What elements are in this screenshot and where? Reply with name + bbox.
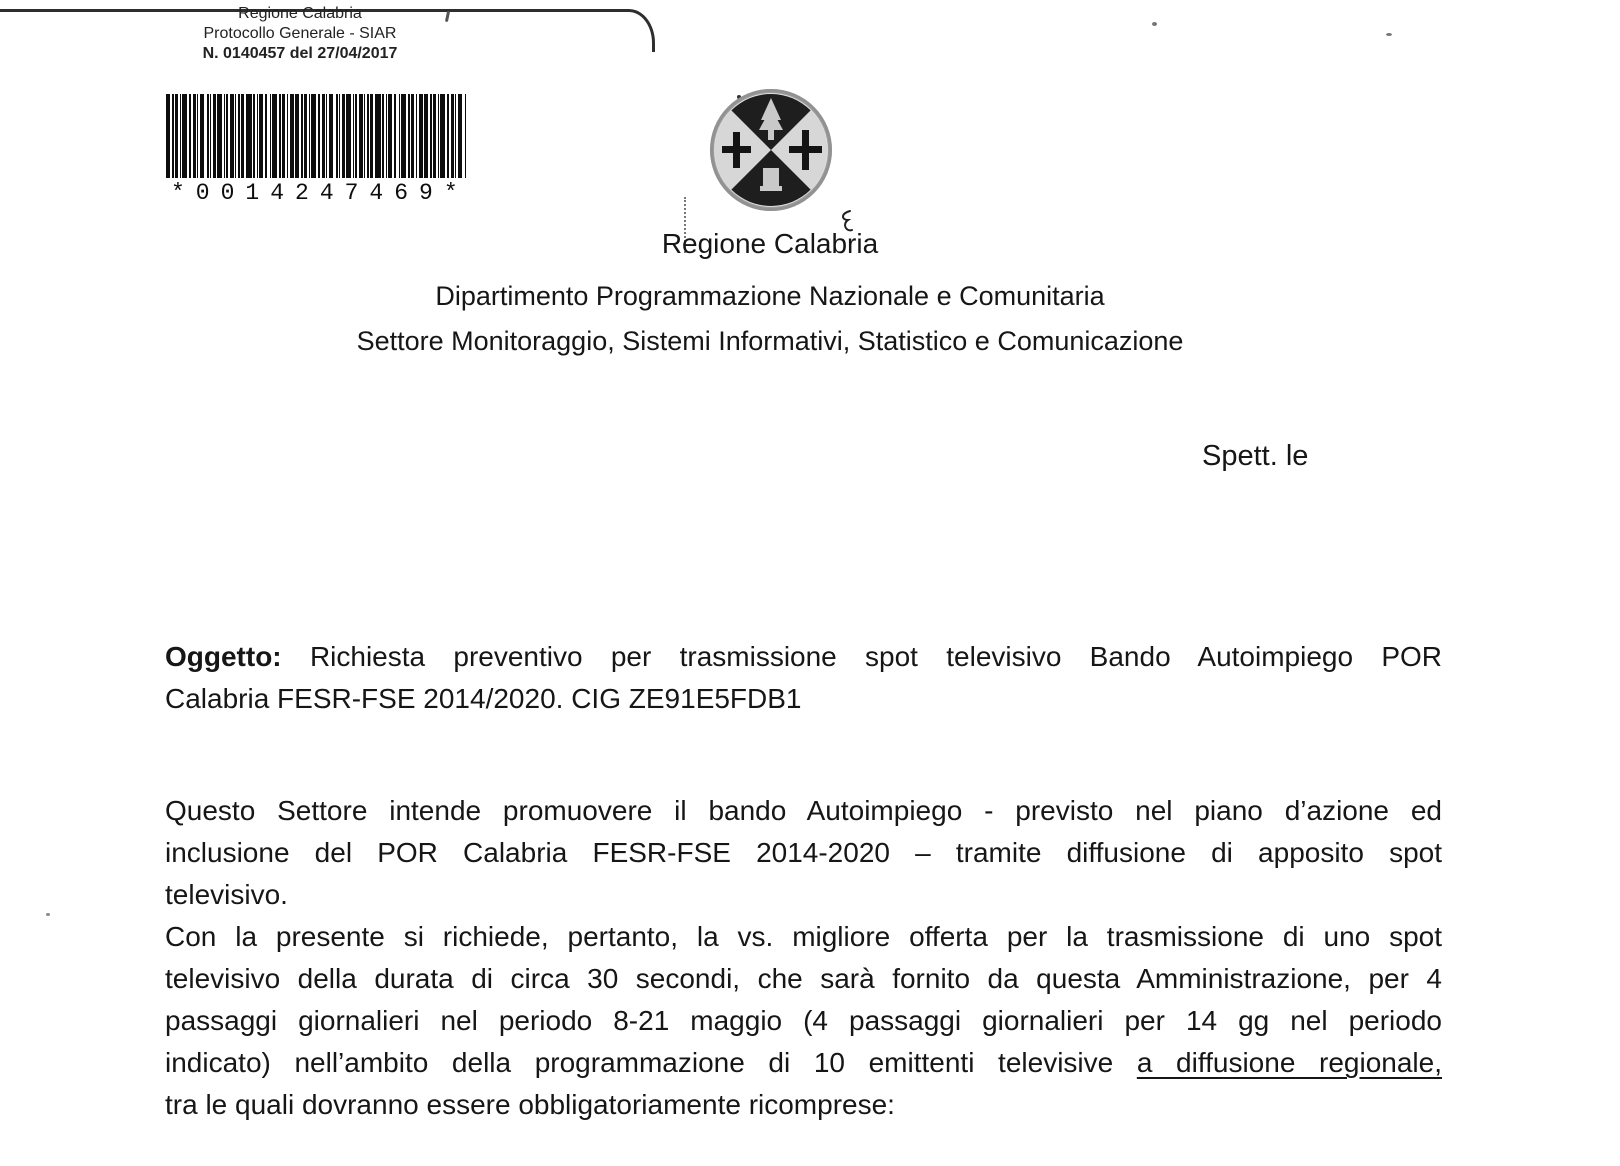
body-line: passaggi giornalieri nel periodo 8-21 maggio (4 passaggi giornalieri per 14 gg nel periodo (165, 1005, 1442, 1036)
letter-body (165, 790, 1442, 1126)
body-line: tra le quali dovranno essere obbligatoriamente ricomprese: (165, 1089, 895, 1120)
subject-label: Oggetto: (165, 641, 282, 672)
recipient-salutation: Spett. le (1202, 440, 1309, 472)
subject-text: Richiesta preventivo per trasmissione spot televisivo Bando Autoimpiego POR (309, 641, 1443, 672)
body-line: televisivo. (165, 879, 288, 910)
protocol-stamp-number: N. 0140457 del 27/04/2017 (202, 45, 398, 62)
letterhead-department: Dipartimento Programmazione Nazionale e Comunitaria (435, 281, 1105, 311)
underlined-phrase: a diffusione regionale, (1136, 1047, 1442, 1078)
body-line: Con la presente si richiede, pertanto, la vs. migliore offerta per la trasmissione di uno spot (165, 921, 1442, 952)
protocol-stamp-office: Protocollo Generale - SIAR (203, 25, 397, 42)
body-line (165, 1042, 1442, 1084)
body-line: televisivo della durata di circa 30 secondi, che sarà fornito da questa Amministrazione, per 4 (165, 963, 1442, 994)
letterhead-sector: Settore Monitoraggio, Sistemi Informativi, Statistico e Comunicazione (356, 326, 1184, 356)
scan-speck (1386, 33, 1392, 36)
protocol-stamp-org: Regione Calabria (238, 5, 362, 22)
letterhead-org: Regione Calabria (661, 228, 879, 259)
subject-line-1 (165, 636, 1442, 678)
scan-speck (46, 913, 50, 916)
barcode (166, 94, 469, 206)
barcode-digits: *0014247469* (171, 180, 469, 206)
subject-line-2: Calabria FESR-FSE 2014/2020. CIG ZE91E5FDB1 (165, 683, 802, 714)
body-line: Questo Settore intende promuovere il bando Autoimpiego - previsto nel piano d’azione ed (165, 795, 1442, 826)
regione-calabria-emblem-icon (707, 86, 835, 214)
barcode-bars (166, 94, 466, 178)
protocol-stamp (100, 4, 500, 64)
subject-block (165, 636, 1442, 720)
body-line-text: indicato) nell’ambito della programmazione di 10 emittenti televisive (165, 1047, 1114, 1078)
scan-speck (1152, 22, 1157, 26)
body-line: inclusione del POR Calabria FESR-FSE 2014-2020 – tramite diffusione di apposito spot (165, 837, 1442, 868)
